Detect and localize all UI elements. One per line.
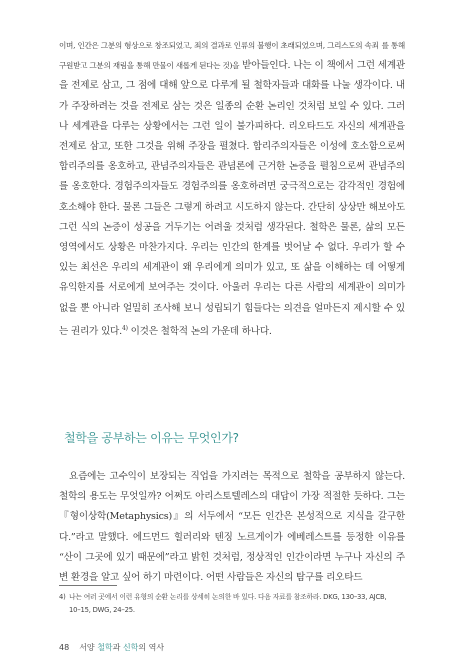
paragraph-main-small-line2: 를 통해 구원받고 그분의 재림을 통해 만물이 새롭게 된다는 것)을 xyxy=(59,41,405,71)
section-title: 철학을 공부하는 이유는 무엇인가? xyxy=(64,431,239,445)
running-title-part-a: 서양 xyxy=(79,643,98,652)
page-number: 48 xyxy=(59,643,70,652)
footnote-divider xyxy=(59,585,117,586)
running-title-part-c: 과 xyxy=(112,643,123,652)
footnote-line2: 10–15, DWG, 24–25. xyxy=(69,606,135,614)
paragraph-main xyxy=(59,36,405,342)
footnote-line1: 나는 여러 곳에서 이런 유형의 순환 논리를 상세히 논의한 바 있다. 다음 자료를 참조하라. DKG, 130–33, AJCB, xyxy=(69,593,387,601)
paragraph-main-line2-rest: 받아들인다. 나는 이 책에서 xyxy=(239,60,354,72)
paragraph-second: 요즘에는 고수익이 보장되는 직업을 가지려는 목적으로 철학을 공부하지 않는다. 철학의 용도는 무엇일까? 어쩌도 아리스토텔레스의 대답이 가장 적절한 듯하다. 그는 『형이상학(Metaphysics)』의 서두에서 “모든 인간은 본성적으로 지식을 갈구한다.”라고 말했다. 에드먼드 힐러리와 텐징 노르게이가 에베레스트를 등정한 이유를 “산이 그곳에 있기 때문에”라고 밝힌 것처럼, 정상적인 인간이라면 누구나 자신의 주변 환경을 알고 싶어 하기 마련이다. 어떤 사람들은 자신의 탐구를 리오타드 xyxy=(59,471,405,584)
page-footer xyxy=(59,642,164,653)
paragraph-main-body: 그런 세계관을 전제로 삼고, 그 점에 대해 앞으로 다루게 될 철학자들과 대화를 나눌 생각이다. 내가 주장하려는 것을 전제로 삼는 것은 일종의 순환 논리인 것처럼 보일 수 있다. 그러나 세계관을 다루는 상황에서는 그런 일이 불가피하다. 리오타드도 자신의 세계관을 전제로 삼고, 또한 그것을 위해 주장을 펼쳤다. 합리주의자들은 이성에 호소함으로써 합리주의를 옹호하고, 관념주의자들은 관념론에 근거한 논증을 펼침으로써 관념주의를 옹호한다. 경험주의자들도 경험주의를 옹호하려면 궁극적으로는 감각적인 경험에 호소해야 한다. 물론 그들은 그렇게 하려고 시도하지 않는다. 간단히 상상만 해보아도 그런 식의 논증이 성공을 거두기는 어려울 것처럼 생각된다. 철학은 물론, 삶의 모든 영역에서도 상황은 마찬가지다. 우리는 인간의 한계를 벗어날 수 없다. 우리가 할 수 있는 최선은 우리의 세계관이 왜 우리에게 의미가 있고, 또 삶을 이해하는 데 어떻게 유익한지를 서로에게 보여주는 것이다. 아울러 우리는 다른 사람의 세계관이 의미가 없을 뿐 아니라 얼밀히 조사해 보니 성립되기 힘들다는 의견을 얼마든지 제시할 수 있는 권리가 있다. xyxy=(59,60,406,338)
running-title-highlight-1: 철학 xyxy=(97,643,113,652)
footnote-reference[interactable]: 4) xyxy=(121,324,128,332)
footnote xyxy=(59,591,405,617)
paragraph-main-small-line1: 이며, 인간은 그분의 형상으로 창조되었고, 죄의 결과로 인류의 불행이 초래되었으며, 그리스도의 속죄 xyxy=(59,41,379,50)
running-title-highlight-2: 신학 xyxy=(122,643,139,652)
running-title-part-e: 의 역사 xyxy=(138,643,165,652)
paragraph-main-tail: 이것은 철학적 논의 가운데 하나다. xyxy=(127,326,272,338)
footnote-number: 4) xyxy=(59,593,66,601)
